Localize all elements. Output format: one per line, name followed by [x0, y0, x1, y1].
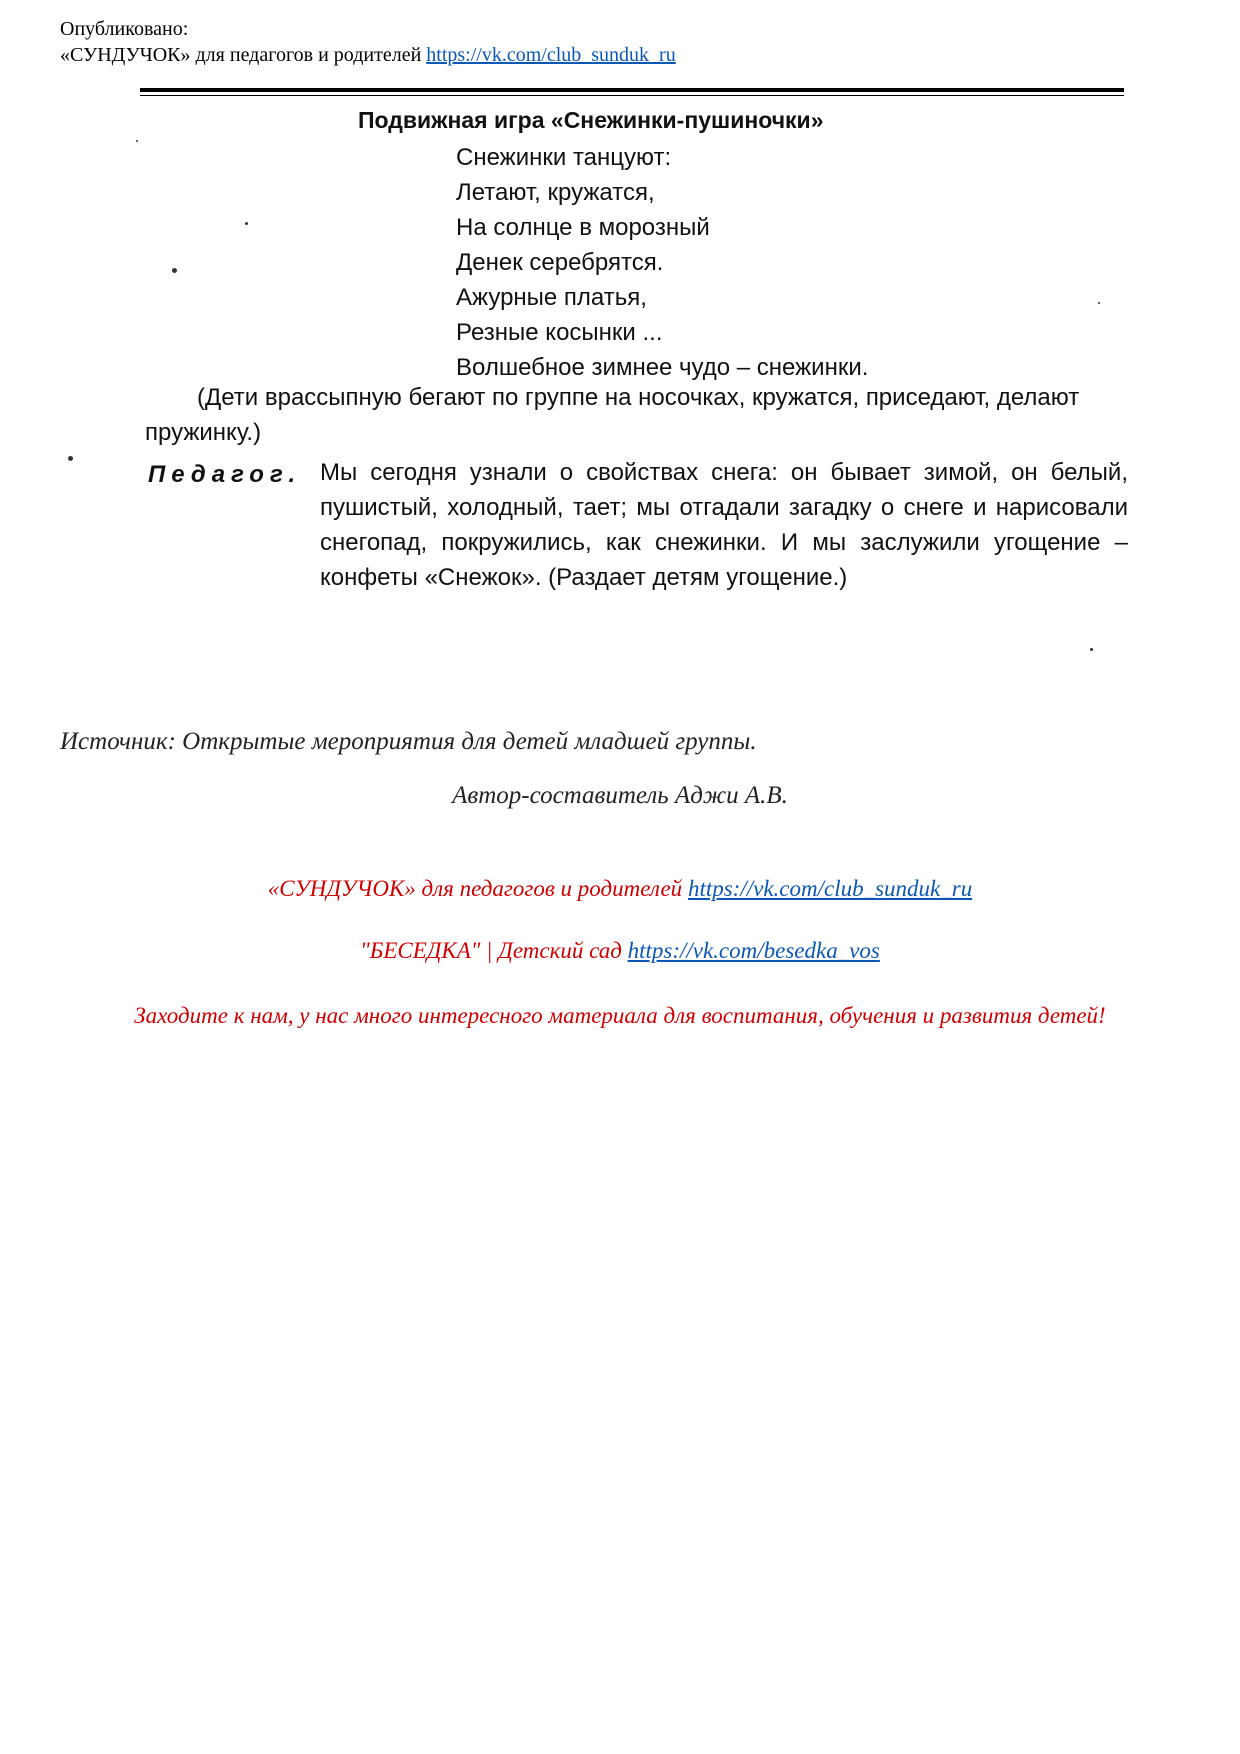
scan-speckle [68, 456, 73, 461]
top-rule-thick [140, 88, 1124, 92]
poem-line: Снежинки танцуют: [456, 144, 672, 171]
instruction-paragraph [145, 380, 1129, 450]
instruction-text: (Дети врассыпную бегают по группе на носочках, кружатся, приседают, делают пружинку.) [145, 384, 1080, 446]
promo-sunduk [0, 876, 1240, 902]
poem-line: Резные косынки ... [456, 319, 663, 346]
poem-line: Волшебное зимнее чудо – снежинки. [456, 354, 869, 381]
promo-sunduk-link[interactable]: https://vk.com/club_sunduk_ru [687, 876, 973, 901]
game-title: Подвижная игра «Снежинки-пушиночки» [358, 107, 824, 133]
promo-besedka [0, 938, 1240, 964]
author-line: Автор-составитель Аджи А.В. [452, 782, 788, 809]
scan-speckle [1098, 302, 1100, 304]
source-line: Источник: Открытые мероприятия для детей младшей группы. [60, 728, 757, 755]
scan-speckle [172, 268, 177, 273]
poem-line: Ажурные платья, [456, 284, 647, 311]
published-label: Опубликовано: [60, 18, 189, 40]
poem [456, 140, 868, 385]
scan-speckle [136, 140, 138, 142]
poem-line: Денек серебрятся. [456, 249, 664, 276]
promo-besedka-link[interactable]: https://vk.com/besedka_vos [627, 938, 880, 963]
promo-invite: Заходите к нам, у нас много интересного материала для воспитания, обучения и развития детей! [134, 1003, 1106, 1028]
publisher-link[interactable]: https://vk.com/club_sunduk_ru [426, 44, 676, 66]
publisher-name: «СУНДУЧОК» для педагогов и родителей [60, 44, 422, 66]
top-rule-thin [140, 95, 1124, 96]
promo-sunduk-text: «СУНДУЧОК» для педагогов и родителей [267, 876, 683, 901]
publication-header [60, 16, 676, 68]
promo-besedka-text: "БЕСЕДКА" | Детский сад [360, 938, 628, 963]
poem-line: На солнце в морозный [456, 214, 710, 241]
speaker-label: Педагог. [148, 461, 302, 488]
poem-line: Летают, кружатся, [456, 179, 655, 206]
scan-speckle [1090, 648, 1093, 651]
publisher-line [60, 42, 676, 68]
teacher-paragraph: Мы сегодня узнали о свойствах снега: он бывает зимой, он белый, пушистый, холодный, тает; мы отгадали загадку о снеге и нарисовали снегопад, покружились, как снежинки. И мы заслужили угощение – конфеты «Снежок». (Раздает детям угощение.) [320, 459, 1128, 591]
scan-speckle [245, 222, 248, 225]
